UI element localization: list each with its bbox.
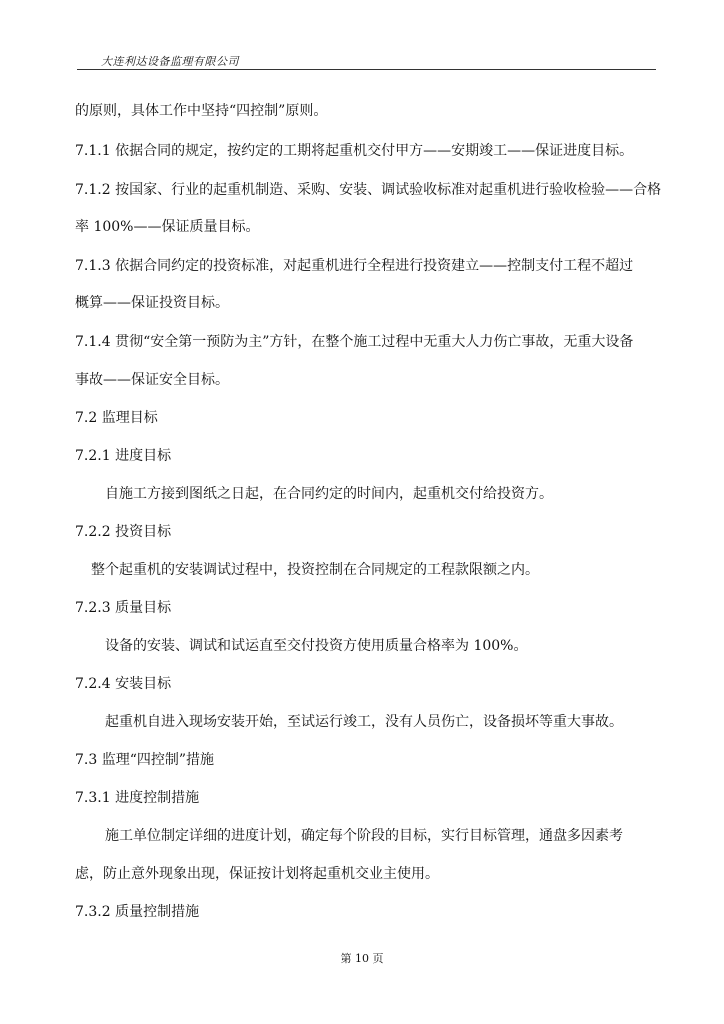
paragraph-line: 7.1.3 依据合同约定的投资标准，对起重机进行全程进行投资建立——控制支付工程不超过	[75, 258, 634, 274]
paragraph-line: 事故——保证安全目标。	[75, 372, 229, 388]
paragraph-line: 率 100%——保证质量目标。	[75, 219, 260, 235]
subsection-heading: 7.3.1 进度控制措施	[75, 790, 200, 806]
section-heading: 7.2 监理目标	[75, 410, 158, 426]
company-name: 大连利达设备监理有限公司	[101, 55, 239, 68]
paragraph-line: 虑，防止意外现象出现，保证按计划将起重机交业主使用。	[75, 866, 439, 882]
paragraph-line: 7.1.1 依据合同的规定，按约定的工期将起重机交付甲方——安期竣工——保证进度目标。	[75, 143, 634, 159]
page-header	[77, 51, 656, 70]
paragraph-line: 的原则，具体工作中坚持“四控制”原则。	[75, 103, 328, 119]
subsection-heading: 7.2.1 进度目标	[75, 448, 172, 464]
page-number: 第 10 页	[340, 952, 384, 965]
paragraph-line: 7.1.2 按国家、行业的起重机制造、采购、安装、调试验收标准对起重机进行验收检验——合格	[75, 182, 662, 198]
paragraph-line: 整个起重机的安装调试过程中，投资控制在合同规定的工程款限额之内。	[91, 562, 539, 578]
paragraph-line: 施工单位制定详细的进度计划，确定每个阶段的目标，实行目标管理，通盘多因素考	[105, 828, 623, 844]
paragraph-line: 7.1.4 贯彻“安全第一预防为主”方针，在整个施工过程中无重大人力伤亡事故，无重大设备	[75, 334, 634, 350]
subsection-heading: 7.2.2 投资目标	[75, 524, 172, 540]
subsection-heading: 7.2.4 安装目标	[75, 676, 172, 692]
paragraph-line: 设备的安装、调试和试运直至交付投资方使用质量合格率为 100%。	[105, 638, 528, 654]
subsection-heading: 7.3.2 质量控制措施	[75, 904, 200, 920]
paragraph-line: 起重机自进入现场安装开始，至试运行竣工，没有人员伤亡，设备损坏等重大事故。	[105, 714, 623, 730]
section-heading: 7.3 监理“四控制”措施	[75, 752, 215, 768]
paragraph-line: 概算——保证投资目标。	[75, 295, 229, 311]
paragraph-line: 自施工方接到图纸之日起，在合同约定的时间内，起重机交付给投资方。	[105, 486, 553, 502]
subsection-heading: 7.2.3 质量目标	[75, 600, 172, 616]
